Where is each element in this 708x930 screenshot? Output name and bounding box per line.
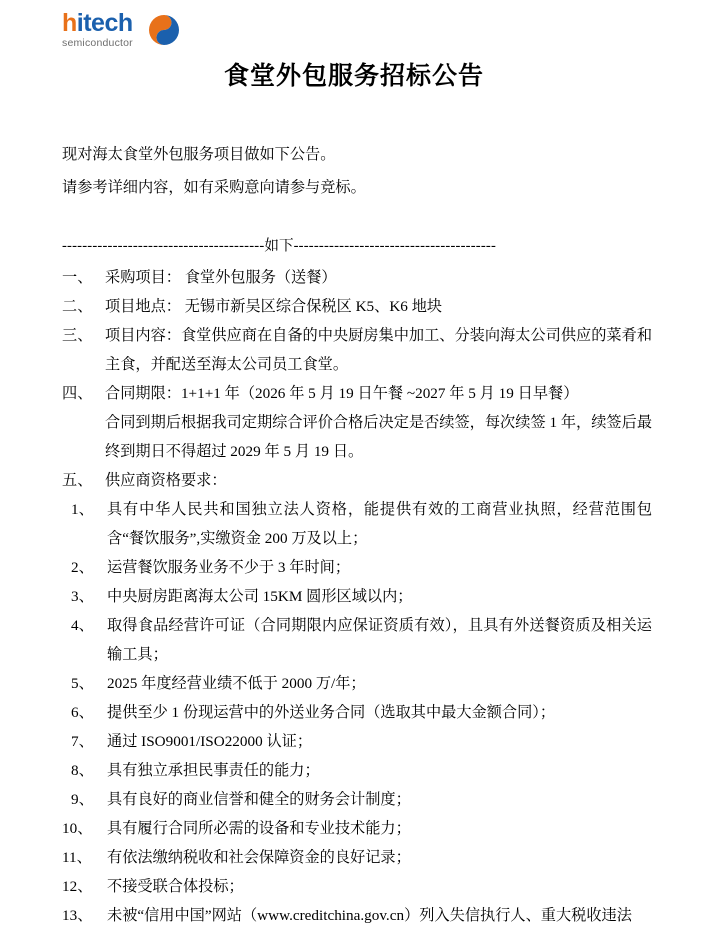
requirement-marker: 8、 (71, 762, 94, 779)
requirement-text: 运营餐饮服务业务不少于 3 年时间； (107, 559, 350, 576)
outline-item (62, 321, 652, 379)
requirement-marker: 7、 (71, 733, 94, 750)
requirement-item (62, 495, 652, 553)
requirement-text: 取得食品经营许可证（合同期限内应保证资质有效），且具有外送餐资质及相关运输工具； (107, 617, 652, 663)
requirement-text: 不接受联合体投标； (107, 878, 244, 895)
requirement-item (62, 901, 652, 930)
requirement-item (62, 553, 652, 582)
outline-section (62, 263, 652, 495)
divider-dashes-right: ---------------------------------------- (293, 238, 497, 254)
requirement-item (62, 698, 652, 727)
requirement-text: 有依法缴纳税收和社会保障资金的良好记录； (107, 849, 411, 866)
requirement-text: 通过 ISO9001/ISO22000 认证； (107, 733, 313, 750)
divider-dashes-left: ---------------------------------------- (62, 238, 265, 254)
requirement-text: 具有履行合同所必需的设备和专业技术能力； (107, 820, 411, 837)
requirement-marker: 11、 (62, 849, 92, 866)
requirement-text: 具有独立承担民事责任的能力； (107, 762, 320, 779)
outline-marker: 五、 (62, 472, 93, 489)
outline-text (105, 379, 652, 466)
requirement-marker: 1、 (71, 501, 94, 518)
requirement-marker: 12、 (62, 878, 93, 895)
requirement-marker: 5、 (71, 675, 94, 692)
outline-item (62, 379, 652, 466)
section-divider (62, 232, 652, 261)
outline-text: 项目地点： 无锡市新吴区综合保税区 K5、K6 地块 (105, 298, 443, 315)
outline-text-line: 合同到期后根据我司定期综合评价合格后决定是否续签，每次续签 1 年，续签后最终到期日不得超过 2029 年 5 月 19 日。 (105, 414, 652, 460)
requirement-marker: 4、 (71, 617, 94, 634)
requirement-marker: 6、 (71, 704, 94, 721)
requirement-marker: 9、 (71, 791, 94, 808)
requirement-marker: 10、 (62, 820, 93, 837)
requirement-item (62, 727, 652, 756)
logo-subtitle: semiconductor (62, 37, 133, 49)
logo-wordmark-h: h (62, 9, 77, 37)
intro-paragraph-1: 现对海太食堂外包服务项目做如下公告。 (62, 146, 336, 163)
requirement-item (62, 872, 652, 901)
requirement-item (62, 669, 652, 698)
requirement-text: 中央厨房距离海太公司 15KM 圆形区域以内； (107, 588, 413, 605)
page-title: 食堂外包服务招标公告 (223, 62, 484, 90)
requirement-marker: 13、 (62, 907, 93, 924)
requirement-marker: 2、 (71, 559, 94, 576)
document-body (62, 140, 652, 930)
requirement-text: 具有中华人民共和国独立法人资格，能提供有效的工商营业执照，经营范围包含“餐饮服务”,实缴资金 200 万及以上； (107, 501, 652, 547)
requirement-item (62, 843, 652, 872)
requirement-item (62, 785, 652, 814)
outline-item (62, 263, 652, 292)
requirement-text: 提供至少 1 份现运营中的外送业务合同（选取其中最大金额合同）； (107, 704, 556, 721)
outline-item (62, 292, 652, 321)
requirement-text: 2025 年度经营业绩不低于 2000 万/年； (107, 675, 366, 692)
outline-text: 供应商资格要求： (105, 472, 227, 489)
divider-label: 如下 (264, 238, 294, 254)
requirement-text: 未被“信用中国”网站（www.creditchina.gov.cn）列入失信执行人、重大税收违法 (107, 907, 632, 924)
outline-text: 项目内容：食堂供应商在自备的中央厨房集中加工、分装向海太公司供应的菜肴和主食，并配送至海太公司员工食堂。 (105, 327, 652, 373)
outline-marker: 三、 (62, 327, 93, 344)
outline-item (62, 466, 652, 495)
outline-text: 采购项目： 食堂外包服务（送餐） (105, 269, 337, 286)
requirement-item (62, 611, 652, 669)
requirement-item (62, 582, 652, 611)
requirement-text: 具有良好的商业信誉和健全的财务会计制度； (107, 791, 411, 808)
outline-marker: 四、 (62, 385, 93, 402)
intro-paragraph-2: 请参考详细内容，如有采购意向请参与竞标。 (62, 179, 366, 196)
outline-marker: 二、 (62, 298, 93, 315)
logo-wordmark-itech: itech (76, 9, 133, 37)
logo-yinyang-icon (148, 14, 180, 46)
requirements-section (62, 495, 652, 930)
outline-text-line: 合同期限：1+1+1 年（2026 年 5 月 19 日午餐 ~2027 年 5 月 19 日早餐） (105, 385, 579, 402)
requirement-marker: 3、 (71, 588, 94, 605)
requirement-item (62, 756, 652, 785)
outline-marker: 一、 (62, 269, 93, 286)
